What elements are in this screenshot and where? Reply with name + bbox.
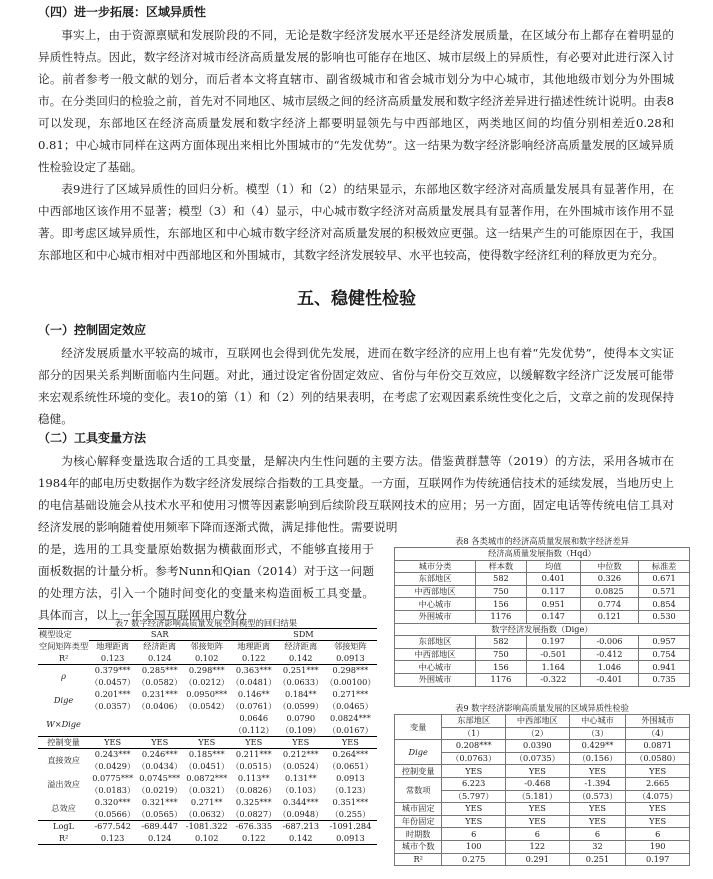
cell: 100 bbox=[442, 840, 506, 853]
cell: （0.573） bbox=[569, 790, 626, 803]
cell: Dige bbox=[395, 740, 442, 765]
cell: YES bbox=[569, 803, 626, 816]
cell: 0.326 bbox=[580, 573, 638, 586]
cell: YES bbox=[506, 803, 570, 816]
cell: 0.197 bbox=[526, 636, 580, 649]
cell: 0.123 bbox=[100, 832, 125, 843]
cell: YES bbox=[506, 815, 570, 828]
cell: 经济距离 bbox=[284, 641, 318, 652]
cell: 0.212*** bbox=[282, 749, 319, 760]
cell: （0.109） bbox=[280, 724, 321, 735]
cell: 0.0825 bbox=[580, 585, 638, 598]
cell: 0.774 bbox=[580, 598, 638, 611]
cell: （0.0566） bbox=[90, 808, 136, 819]
cell: 0.146** bbox=[237, 689, 270, 699]
cell: 邻接矩阵 bbox=[334, 641, 367, 652]
cell: -1.394 bbox=[569, 777, 626, 790]
table7 bbox=[38, 628, 377, 845]
cell: （0.0735） bbox=[506, 752, 570, 765]
cell: -0.468 bbox=[506, 777, 570, 790]
cell: R² bbox=[58, 832, 69, 843]
cell: YES bbox=[198, 737, 216, 747]
cell: （0.0633） bbox=[278, 677, 324, 687]
cell: 0.429** bbox=[569, 740, 626, 753]
cell: （0.0632） bbox=[184, 808, 230, 819]
cell: 0.117 bbox=[526, 585, 580, 598]
cell: 中位数 bbox=[580, 560, 638, 573]
cell: YES bbox=[569, 815, 626, 828]
cell: 0.264*** bbox=[332, 749, 369, 760]
cell: 邻接矩阵 bbox=[190, 641, 224, 652]
cell: W×Dige bbox=[46, 718, 81, 729]
cell: -0.501 bbox=[526, 648, 580, 661]
cell: 0.320*** bbox=[94, 797, 131, 807]
cell: YES bbox=[151, 737, 169, 747]
cell: 1176 bbox=[476, 673, 527, 686]
cell: 0.671 bbox=[639, 573, 690, 586]
cell: 东部地区 bbox=[395, 636, 476, 649]
cell: 0.321*** bbox=[141, 797, 178, 807]
cell: 0.0913 bbox=[336, 773, 365, 783]
cell: -1091.284 bbox=[329, 821, 372, 832]
cell: 0.211*** bbox=[235, 749, 272, 760]
cell: 经济距离 bbox=[143, 641, 177, 652]
cell: YES bbox=[569, 765, 626, 778]
cell: 城市分类 bbox=[395, 560, 476, 573]
cell: （0.0524） bbox=[278, 761, 324, 771]
table9 bbox=[394, 714, 690, 866]
cell: 750 bbox=[476, 648, 527, 661]
cell: （0.0763） bbox=[442, 752, 506, 765]
cell: YES bbox=[442, 815, 506, 828]
cell: （0.0827） bbox=[231, 808, 277, 819]
cell: 外围城市 bbox=[626, 715, 690, 728]
cell: 0.0913 bbox=[336, 832, 365, 843]
cell: 0.271** bbox=[190, 797, 223, 807]
cell: （0.112） bbox=[233, 724, 274, 735]
cell: 190 bbox=[626, 840, 690, 853]
cell: 中西部地区 bbox=[506, 715, 570, 728]
cell: （4.075） bbox=[626, 790, 690, 803]
cell: SAR bbox=[89, 629, 230, 641]
cell: 0.113** bbox=[237, 773, 270, 783]
cell: 0.298*** bbox=[188, 665, 225, 676]
cell: 标准差 bbox=[639, 560, 690, 573]
cell: 中心城市 bbox=[395, 661, 476, 674]
cell: 0.142 bbox=[289, 832, 313, 843]
cell: 直接效应 bbox=[47, 755, 80, 766]
cell: 0.122 bbox=[242, 652, 266, 663]
table7-caption: 表7 数字经济影响高质量发展空间模型的回归结果 bbox=[114, 618, 298, 628]
cell: 0.0790 bbox=[286, 713, 316, 723]
cell: （0.0429） bbox=[90, 761, 136, 771]
cell: （0.0761） bbox=[231, 701, 277, 711]
cell: （0.0599） bbox=[278, 701, 324, 711]
cell: （0.0542） bbox=[184, 701, 230, 711]
cell: （5.797） bbox=[442, 790, 506, 803]
table8-panel-dige: 数字经济发展指数（Dige） bbox=[395, 623, 690, 636]
cell: （0.0948） bbox=[278, 808, 324, 819]
cell: 总效应 bbox=[51, 802, 76, 813]
cell: YES bbox=[626, 765, 690, 778]
cell: 城市固定 bbox=[395, 803, 442, 816]
paragraph-table9-analysis: 表9进行了区域异质性的回归分析。模型（1）和（2）的结果显示，东部地区数字经济对高质量发展具有显著作用，在中西部地区该作用不显著；模型（3）和（4）显示，中心城市数字经济对高质量发展具有显著作用，在外围城市该作用不显著。即考虑区域异质性，东部地区和中心城市数字经济对高质量发展的积极效应更强。这一结果产生的可能原因在于，我国东部地区和中心城市相对中西部地区和外围城市，其数字经济发展较早、水平也较高，使得数字经济红利的释放更为充分。 bbox=[38, 182, 674, 262]
cell: 0.363*** bbox=[235, 665, 272, 676]
cell: （0.0457） bbox=[90, 677, 136, 687]
cell: 0.0390 bbox=[506, 740, 570, 753]
cell: （0.0481） bbox=[231, 677, 277, 687]
cell: （0.0465） bbox=[327, 701, 373, 711]
cell: 0.0871 bbox=[626, 740, 690, 753]
cell: 32 bbox=[569, 840, 626, 853]
cell: 156 bbox=[476, 598, 527, 611]
cell: -676.335 bbox=[235, 821, 273, 832]
section-heading-4: （四）进一步拓展：区域异质性 bbox=[38, 5, 207, 19]
cell: 0.401 bbox=[526, 573, 580, 586]
cell: 变量 bbox=[395, 715, 442, 740]
cell: 东部地区 bbox=[395, 573, 476, 586]
cell: 外围城市 bbox=[395, 673, 476, 686]
cell: R² bbox=[395, 853, 442, 866]
cell: （0.103） bbox=[280, 785, 321, 795]
cell: （0.0582） bbox=[137, 677, 183, 687]
cell: 0.291 bbox=[506, 853, 570, 866]
cell: LogL bbox=[53, 821, 75, 832]
cell: 地理距离 bbox=[237, 641, 271, 652]
cell: 0.201*** bbox=[94, 689, 131, 699]
cell: R² bbox=[58, 652, 69, 663]
cell: -0.322 bbox=[526, 673, 580, 686]
cell: （0.0406） bbox=[137, 701, 183, 711]
cell: YES bbox=[341, 737, 359, 747]
cell: （1） bbox=[442, 727, 506, 740]
cell: 0.344*** bbox=[282, 797, 319, 807]
cell: （3） bbox=[569, 727, 626, 740]
cell: 6 bbox=[506, 828, 570, 841]
cell: （0.0515） bbox=[231, 761, 277, 771]
cell: 0.298*** bbox=[332, 665, 369, 676]
cell: -0.401 bbox=[580, 673, 638, 686]
cell: 0.735 bbox=[639, 673, 690, 686]
cell: 0.185*** bbox=[188, 749, 225, 760]
cell: 0.147 bbox=[526, 610, 580, 623]
cell: （0.156） bbox=[569, 752, 626, 765]
table9-caption: 表9 数字经济影响高质量发展的区域异质性检验 bbox=[455, 703, 629, 713]
cell: 6 bbox=[569, 828, 626, 841]
cell: 地理距离 bbox=[96, 641, 130, 652]
subsection-heading-fixed-effects: （一）控制固定效应 bbox=[38, 323, 147, 337]
cell: 6 bbox=[442, 828, 506, 841]
cell: 0.184** bbox=[284, 689, 317, 699]
cell: 0.102 bbox=[194, 832, 219, 843]
cell: YES bbox=[626, 815, 690, 828]
cell: 6 bbox=[626, 828, 690, 841]
cell: 中西部地区 bbox=[395, 585, 476, 598]
cell: （0.0321） bbox=[184, 785, 230, 795]
cell: 中西部地区 bbox=[395, 648, 476, 661]
cell: （0.0565） bbox=[137, 808, 183, 819]
paragraph-regional-heterogeneity: 事实上，由于资源禀赋和发展阶段的不同，无论是数字经济发展水平还是经济发展质量，在区域分布上都存在着明显的异质性特点。因此，数字经济对城市经济高质量发展的影响也可能存在地区、城市层级上的异质性，有必要对此进行深入讨论。前者参考一般文献的划分，而后者本文将直辖市、副省级城市和省会城市划分为中心城市，其他地级市划分为外围城市。在分类回归的检验之前，首先对不同地区、城市层级之间的经济高质量发展和数字经济差异进行描述性统计说明。由表8可以发现，东部地区在经济高质量发展和数字经济上都要明显领先与中西部地区，两类地区间的均值分别相差近0.28和0.81；中心城市同样在这两方面体现出来相比外围城市的“先发优势”。这一结果为数字经济影响经济高质量发展的区域异质性检验设定了基础。 bbox=[38, 28, 674, 174]
cell: -0.006 bbox=[580, 636, 638, 649]
cell: 2.665 bbox=[626, 777, 690, 790]
cell: 中心城市 bbox=[395, 598, 476, 611]
cell: （0.0183） bbox=[90, 785, 136, 795]
paragraph-iv-narrow: 的是，选用的工具变量原始数据为横截面形式，不能够直接用于面板数据的计量分析。参考Nunn和Qian（2014）对于这一问题的处理方法，引入一个随时间变化的变量来构造面板工具变量。具体而言，以上一年全国互联网用户数分 bbox=[38, 542, 374, 622]
cell: 0.124 bbox=[147, 652, 172, 663]
cell: 0.142 bbox=[289, 652, 313, 663]
cell: 0.0745*** bbox=[139, 773, 181, 783]
chapter-heading-robustness: 五、稳健性检验 bbox=[297, 289, 416, 309]
cell: YES bbox=[292, 737, 310, 747]
cell: （0.0826） bbox=[231, 785, 277, 795]
cell: 0.102 bbox=[194, 652, 219, 663]
cell: 均值 bbox=[526, 560, 580, 573]
cell: 0.0775*** bbox=[92, 773, 134, 783]
cell: YES bbox=[442, 803, 506, 816]
cell: 0.246*** bbox=[141, 749, 178, 760]
cell: 0.243*** bbox=[94, 749, 131, 760]
cell: YES bbox=[506, 765, 570, 778]
cell: 0.124 bbox=[147, 832, 172, 843]
cell: （2） bbox=[506, 727, 570, 740]
cell: 时期数 bbox=[395, 828, 442, 841]
cell: 0.251*** bbox=[282, 665, 319, 676]
cell: 0.131** bbox=[284, 773, 317, 783]
cell: YES bbox=[104, 737, 122, 747]
cell: 0.208*** bbox=[442, 740, 506, 753]
cell: 0.571 bbox=[639, 585, 690, 598]
cell: 0.197 bbox=[626, 853, 690, 866]
cell: （0.0580） bbox=[626, 752, 690, 765]
cell: （0.00100） bbox=[325, 677, 376, 687]
paragraph-iv-full: 为核心解释变量选取合适的工具变量，是解决内生性问题的主要方法。借鉴黄群慧等（2019）的方法，采用各城市在1984年的邮电历史数据作为数字经济发展综合指数的工具变量。一方面，互联网作为传统通信技术的延续发展，当地历史上的电信基础设施会从技术水平和使用习惯等因素影响到后续阶段互联网技术的应用；另一方面，固定电话等传统电信工具对经济发展的影响随着使用频率下降而逐渐式微，满足排他性。需要说明 bbox=[38, 454, 674, 534]
cell: 0.951 bbox=[526, 598, 580, 611]
cell: 东部地区 bbox=[442, 715, 506, 728]
cell: （0.0219） bbox=[137, 785, 183, 795]
cell: 0.0913 bbox=[336, 652, 365, 663]
cell: 0.0646 bbox=[239, 713, 269, 723]
cell: YES bbox=[626, 803, 690, 816]
cell: Dige bbox=[53, 695, 74, 705]
cell: SDM bbox=[230, 629, 376, 641]
cell: 156 bbox=[476, 661, 527, 674]
cell: YES bbox=[245, 737, 263, 747]
cell: 0.941 bbox=[639, 661, 690, 674]
cell: 0.121 bbox=[580, 610, 638, 623]
cell: 0.530 bbox=[639, 610, 690, 623]
cell: 1.164 bbox=[526, 661, 580, 674]
cell: （0.0451） bbox=[184, 761, 230, 771]
cell: 控制变量 bbox=[47, 737, 80, 747]
cell: 年份固定 bbox=[395, 815, 442, 828]
cell: 0.754 bbox=[639, 648, 690, 661]
cell: 0.351*** bbox=[332, 797, 369, 807]
cell: 0.325*** bbox=[235, 797, 272, 807]
cell: 模型设定 bbox=[39, 629, 72, 640]
cell: （0.0212） bbox=[184, 677, 230, 687]
cell: 6.223 bbox=[442, 777, 506, 790]
cell: 0.0824*** bbox=[329, 713, 371, 723]
cell: 122 bbox=[506, 840, 570, 853]
cell: （0.0651） bbox=[327, 761, 373, 771]
cell: 0.957 bbox=[639, 636, 690, 649]
cell: -1081.322 bbox=[185, 821, 228, 832]
cell: -689.447 bbox=[141, 821, 178, 832]
cell: （0.0357） bbox=[90, 701, 136, 711]
cell: 0.122 bbox=[242, 832, 266, 843]
cell: -677.542 bbox=[94, 821, 131, 832]
cell: 0.251 bbox=[569, 853, 626, 866]
cell: 582 bbox=[476, 636, 527, 649]
cell: -687.213 bbox=[282, 821, 320, 832]
cell: （0.0167） bbox=[327, 724, 373, 735]
cell: （4） bbox=[626, 727, 690, 740]
subsection-heading-iv: （二）工具变量方法 bbox=[38, 431, 147, 445]
cell: 0.379*** bbox=[94, 665, 131, 676]
cell: 0.275 bbox=[442, 853, 506, 866]
cell: 750 bbox=[476, 585, 527, 598]
cell: （0.123） bbox=[330, 785, 371, 795]
cell: （5.181） bbox=[506, 790, 570, 803]
cell: 中心城市 bbox=[569, 715, 626, 728]
cell: 溢出效应 bbox=[47, 779, 80, 789]
cell: （0.0434） bbox=[137, 761, 183, 771]
cell: 0.271*** bbox=[332, 689, 369, 699]
cell: 0.231*** bbox=[141, 689, 178, 699]
cell: YES bbox=[442, 765, 506, 778]
cell: 空间矩阵类型 bbox=[39, 641, 89, 651]
cell: 0.0872*** bbox=[186, 773, 228, 783]
cell: 城市个数 bbox=[395, 840, 442, 853]
cell: 0.854 bbox=[639, 598, 690, 611]
cell: 582 bbox=[476, 573, 527, 586]
cell: ρ bbox=[61, 671, 66, 682]
cell: 外围城市 bbox=[395, 610, 476, 623]
table8-caption: 表8 各类城市的经济高质量发展和数字经济差异 bbox=[455, 536, 629, 546]
cell: 0.285*** bbox=[141, 665, 178, 676]
cell: 1.046 bbox=[580, 661, 638, 674]
cell: 常数项 bbox=[395, 777, 442, 802]
table8 bbox=[394, 547, 690, 687]
table8-panel-hqd: 经济高质量发展指数（Hqd） bbox=[395, 548, 690, 561]
cell: 1176 bbox=[476, 610, 527, 623]
cell: 0.123 bbox=[100, 652, 125, 663]
cell: 控制变量 bbox=[395, 765, 442, 778]
cell: （0.255） bbox=[330, 808, 371, 819]
cell: -0.412 bbox=[580, 648, 638, 661]
cell: 样本数 bbox=[476, 560, 527, 573]
cell: 0.0950*** bbox=[186, 689, 228, 699]
paragraph-fixed-effects: 经济发展质量水平较高的城市，互联网也会得到优先发展，进而在数字经济的应用上也有着“先发优势”，使得本文实证部分的因果关系判断面临内生问题。对此，通过设定省份固定效应、省份与年份交互效应，以缓解数字经济广泛发展可能带来宏观系统性环境的变化。表10的第（1）和（2）列的结果表明，在考虑了宏观因素系统性变化之后，文章之前的发现保持稳健。 bbox=[38, 346, 674, 426]
